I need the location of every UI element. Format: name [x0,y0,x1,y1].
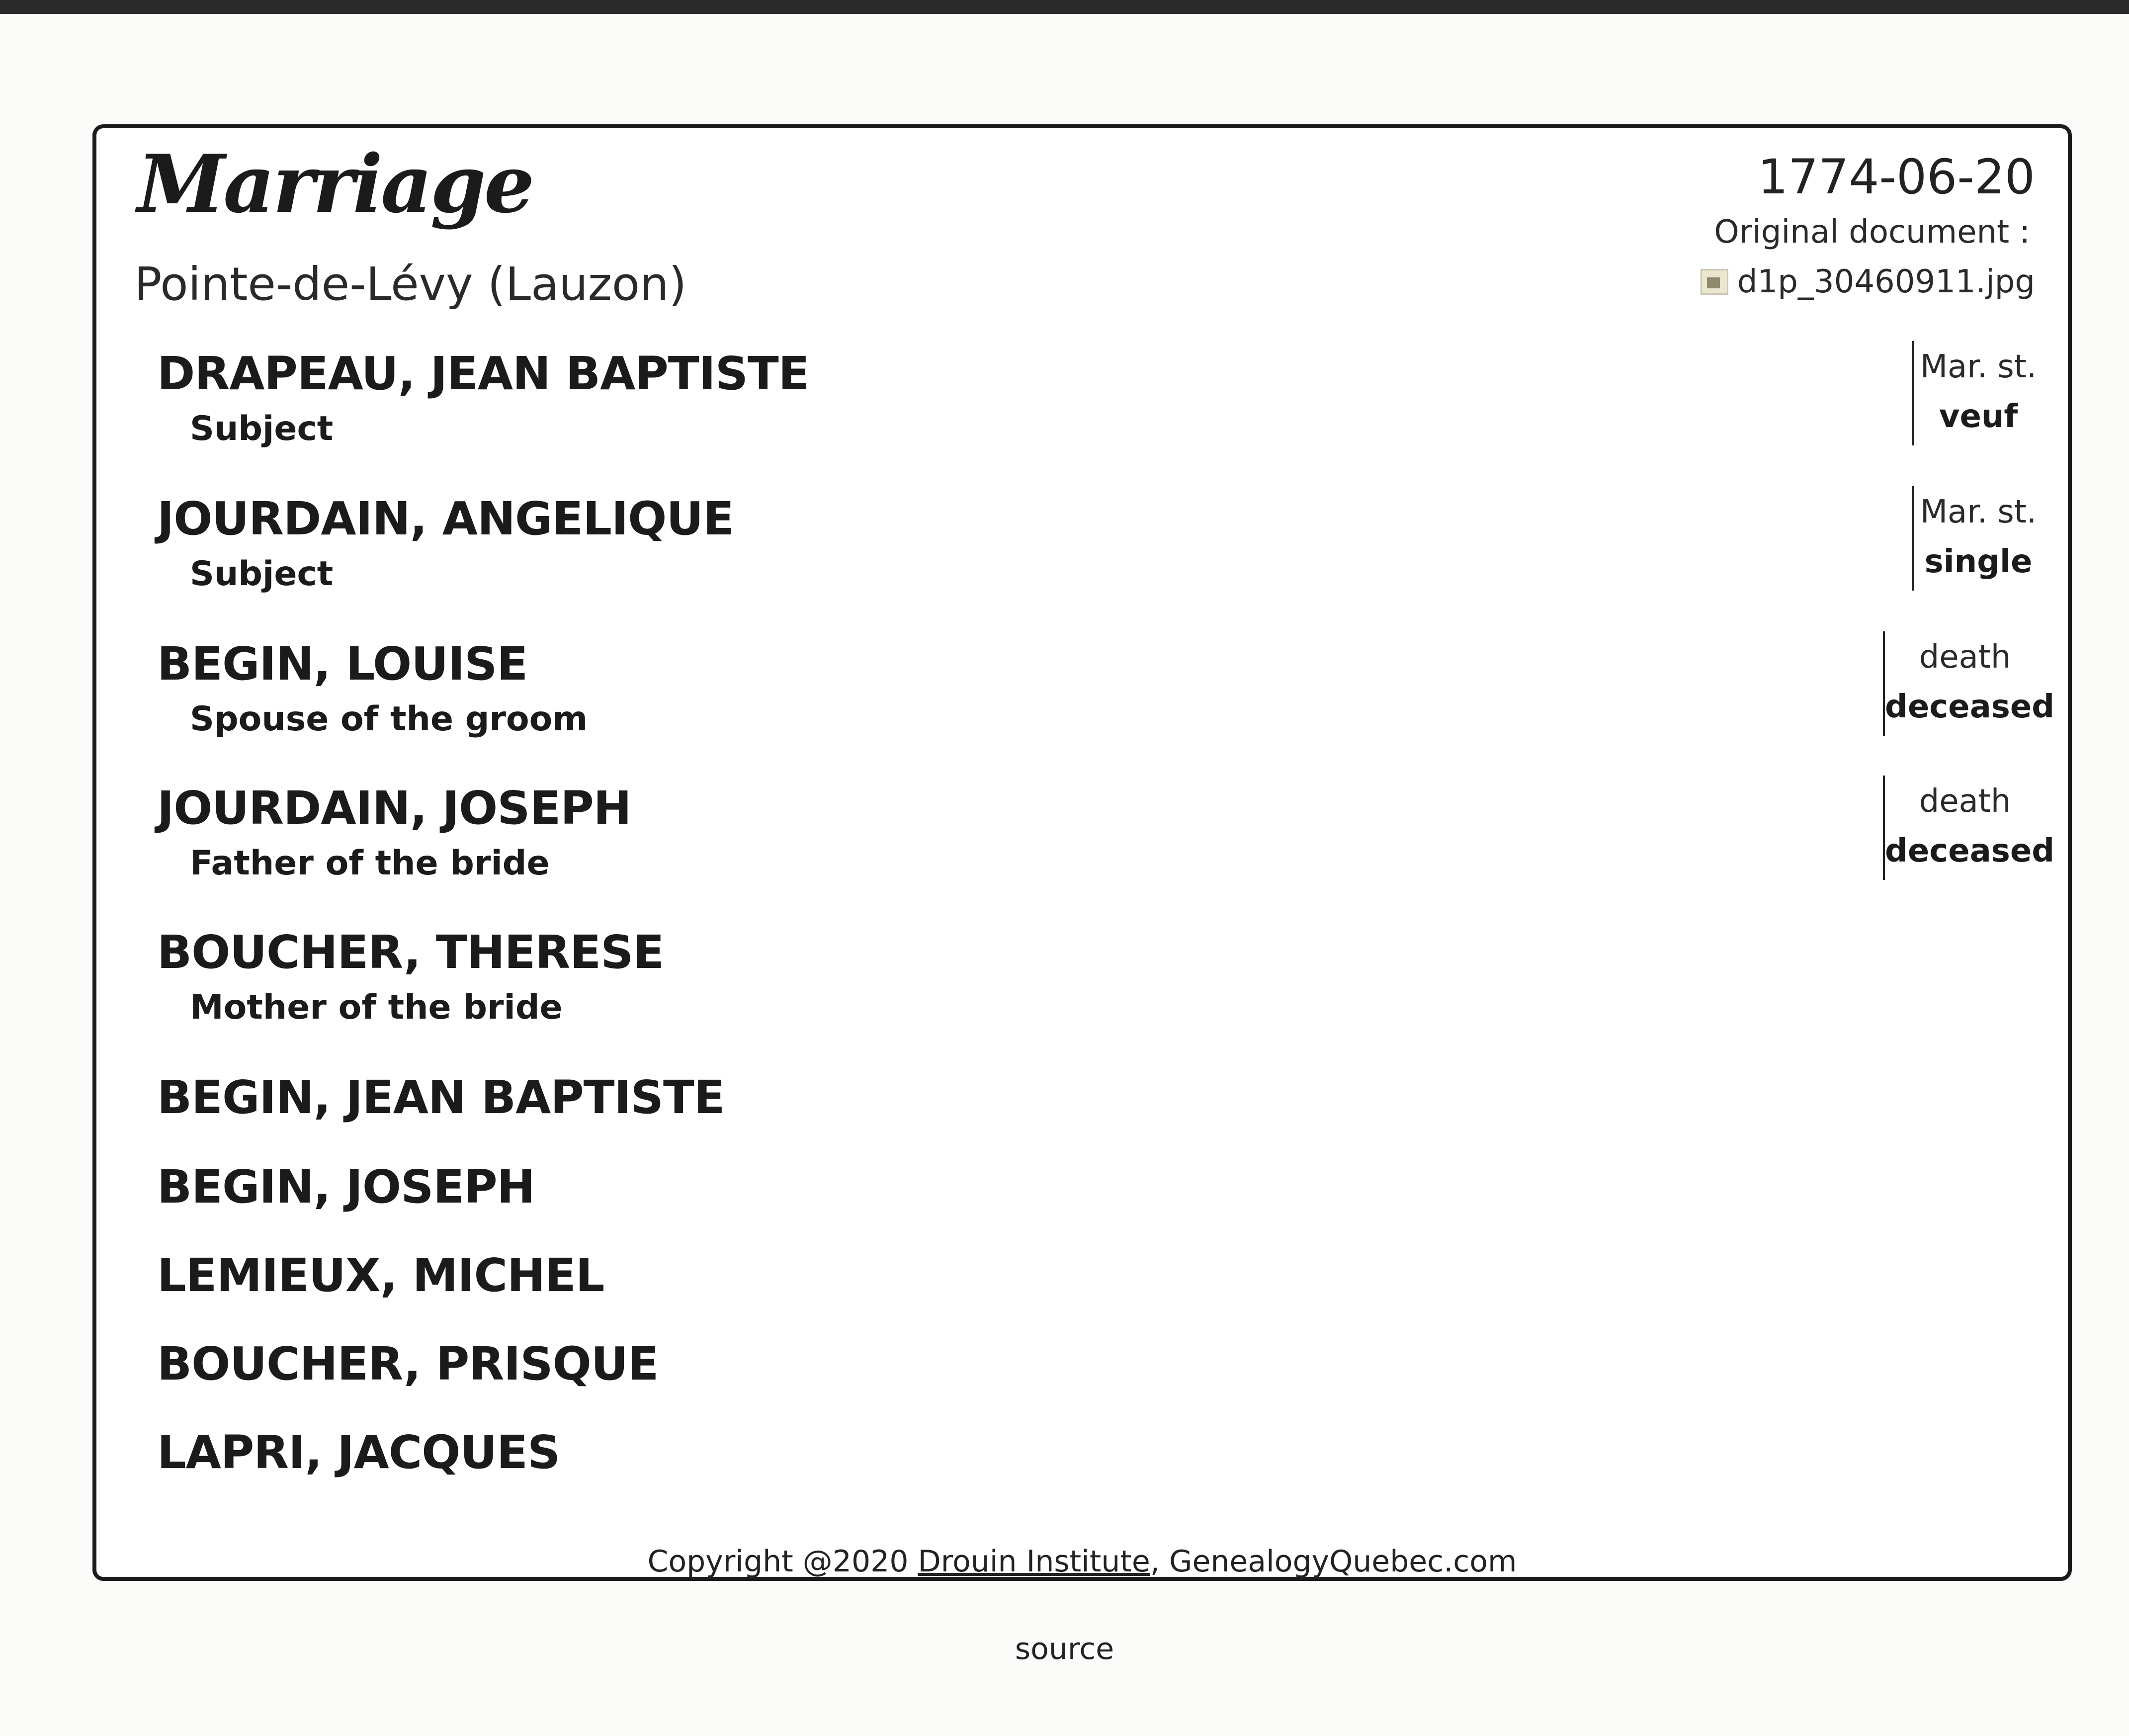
copyright-notice [96,1544,2068,1579]
person-name: LEMIEUX, MICHEL [157,1249,604,1302]
person-entry [157,492,734,594]
status-value: deceased [1885,833,2055,869]
person-role: Subject [190,409,334,448]
image-file-icon [1701,269,1728,295]
status-label: Mar. st. [1920,494,2037,530]
original-document-label: Original document : [1714,214,2030,251]
person-name: LAPRI, JACQUES [157,1426,560,1479]
status-value: deceased [1885,689,2055,725]
status-label: death [1919,639,2011,676]
person-entry [157,347,809,448]
person-name: BEGIN, JOSEPH [157,1160,535,1214]
person-entry [157,1426,560,1479]
original-document-filename[interactable]: d1p_30460911.jpg [1737,263,2035,300]
person-role: Spouse of the groom [190,699,588,739]
person-entry [157,1249,604,1302]
person-entry [157,1071,725,1124]
person-role: Subject [190,554,334,594]
person-role: Father of the bride [190,844,550,883]
scan-top-edge [0,0,2129,14]
person-name: BOUCHER, THERESE [157,926,664,979]
person-name: BEGIN, JEAN BAPTISTE [157,1071,725,1124]
person-role: Mother of the bride [190,988,563,1027]
record-date: 1774-06-20 [1758,149,2035,205]
marital-status-box [1912,486,2043,591]
death-status-box [1883,631,2055,736]
drouin-institute-link[interactable]: Drouin Institute [918,1544,1150,1579]
person-name: DRAPEAU, JEAN BAPTISTE [157,347,809,400]
person-entry [157,781,631,883]
person-name: BEGIN, LOUISE [157,637,528,691]
person-name: JOURDAIN, ANGELIQUE [157,492,734,545]
status-label: Mar. st. [1920,348,2037,385]
death-status-box [1883,776,2055,880]
person-entry [157,637,588,739]
copyright-prefix: Copyright @2020 [647,1544,918,1579]
person-entry [157,926,664,1027]
original-document-link[interactable] [1701,263,2035,300]
person-name: JOURDAIN, JOSEPH [157,781,631,835]
record-place: Pointe-de-Lévy (Lauzon) [134,258,687,311]
status-value: single [1924,543,2033,580]
person-entry [157,1337,658,1390]
person-name: BOUCHER, PRISQUE [157,1337,659,1390]
record-title: Marriage [137,137,533,231]
copyright-suffix: , GenealogyQuebec.com [1150,1544,1517,1579]
status-value: veuf [1939,398,2018,435]
person-entry [157,1160,535,1214]
status-label: death [1919,783,2011,820]
source-caption: source [1015,1632,1114,1666]
marriage-record-card [92,124,2072,1581]
marital-status-box [1912,341,2043,445]
